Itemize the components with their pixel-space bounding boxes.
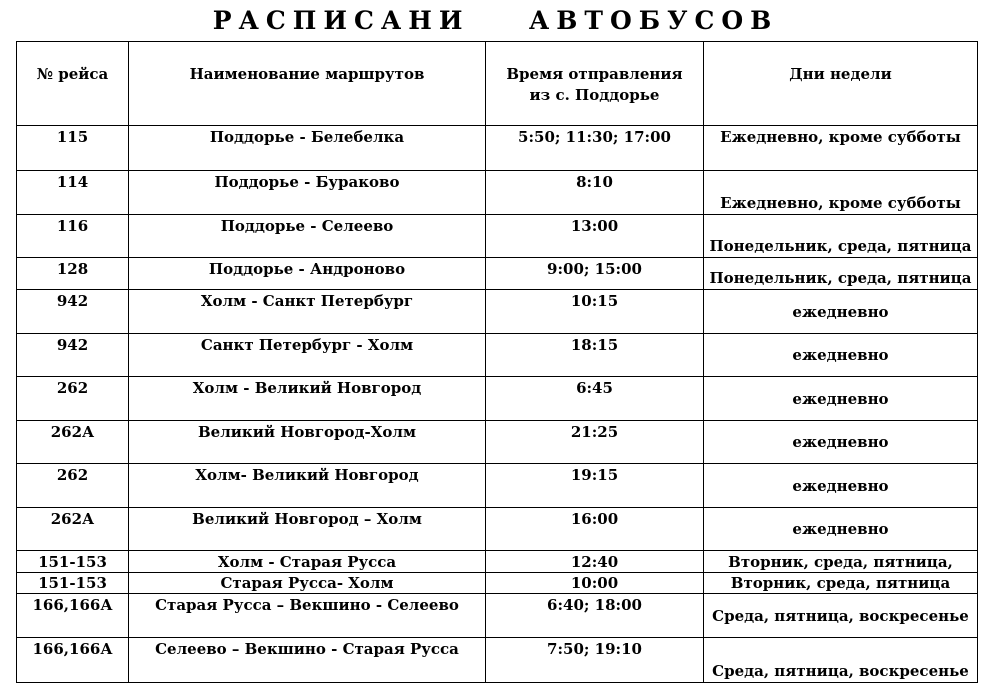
departure-time: 7:50; 19:10: [486, 638, 704, 683]
route-name: Поддорье - Андроново: [129, 258, 486, 290]
table-row: [17, 334, 978, 377]
departure-time: 8:10: [486, 171, 704, 215]
days-of-week: ежедневно: [704, 290, 978, 334]
page-title: РАСПИСАНИ АВТОБУСОВ: [212, 6, 779, 35]
table-row: [17, 290, 978, 334]
days-of-week: ежедневно: [704, 508, 978, 551]
header-departure-line1: Время отправления: [506, 65, 683, 83]
departure-time: 10:00: [486, 573, 704, 594]
header-departure-line2: из с. Поддорье: [529, 86, 660, 104]
route-name: Санкт Петербург - Холм: [129, 334, 486, 377]
route-number: 166,166А: [17, 638, 129, 683]
days-of-week: Вторник, среда, пятница,: [704, 551, 978, 573]
header-departure-time: [486, 42, 704, 126]
table-row: [17, 377, 978, 421]
route-number: 128: [17, 258, 129, 290]
table-row: [17, 638, 978, 683]
days-of-week: ежедневно: [704, 334, 978, 377]
departure-time: 16:00: [486, 508, 704, 551]
route-name: Поддорье - Бураково: [129, 171, 486, 215]
header-route-number: № рейса: [17, 42, 129, 126]
route-number: 115: [17, 126, 129, 171]
table-row: [17, 126, 978, 171]
route-name: Великий Новгород-Холм: [129, 421, 486, 464]
departure-time: 18:15: [486, 334, 704, 377]
days-of-week: Понедельник, среда, пятница: [704, 258, 978, 290]
header-days: Дни недели: [704, 42, 978, 126]
route-name: Холм - Великий Новгород: [129, 377, 486, 421]
route-name: Старая Русса – Векшино - Селеево: [129, 594, 486, 638]
departure-time: 19:15: [486, 464, 704, 508]
route-number: 166,166А: [17, 594, 129, 638]
table-row: [17, 215, 978, 258]
route-number: 942: [17, 334, 129, 377]
departure-time: 6:45: [486, 377, 704, 421]
departure-time: 6:40; 18:00: [486, 594, 704, 638]
departure-time: 5:50; 11:30; 17:00: [486, 126, 704, 171]
route-name: Поддорье - Селеево: [129, 215, 486, 258]
route-name: Великий Новгород – Холм: [129, 508, 486, 551]
route-number: 942: [17, 290, 129, 334]
days-of-week: Среда, пятница, воскресенье: [704, 594, 978, 638]
table-row: [17, 573, 978, 594]
days-of-week: Среда, пятница, воскресенье: [704, 638, 978, 683]
table-row: [17, 258, 978, 290]
route-name: Холм- Великий Новгород: [129, 464, 486, 508]
departure-time: 13:00: [486, 215, 704, 258]
route-number: 262: [17, 377, 129, 421]
days-of-week: ежедневно: [704, 421, 978, 464]
table-row: [17, 551, 978, 573]
departure-time: 12:40: [486, 551, 704, 573]
route-name: Селеево – Векшино - Старая Русса: [129, 638, 486, 683]
route-number: 151-153: [17, 573, 129, 594]
days-of-week: Понедельник, среда, пятница: [704, 215, 978, 258]
route-name: Холм - Старая Русса: [129, 551, 486, 573]
table-row: [17, 421, 978, 464]
table-row: [17, 508, 978, 551]
route-number: 114: [17, 171, 129, 215]
route-name: Поддорье - Белебелка: [129, 126, 486, 171]
departure-time: 21:25: [486, 421, 704, 464]
route-number: 151-153: [17, 551, 129, 573]
departure-time: 9:00; 15:00: [486, 258, 704, 290]
header-route-name: Наименование маршрутов: [129, 42, 486, 126]
days-of-week: ежедневно: [704, 464, 978, 508]
days-of-week: Ежедневно, кроме субботы: [704, 126, 978, 171]
route-number: 262А: [17, 508, 129, 551]
table-header-row: [17, 42, 978, 126]
route-number: 262А: [17, 421, 129, 464]
days-of-week: Ежедневно, кроме субботы: [704, 171, 978, 215]
table-row: [17, 594, 978, 638]
bus-schedule-table: [16, 41, 978, 683]
route-name: Старая Русса- Холм: [129, 573, 486, 594]
table-row: [17, 464, 978, 508]
table-row: [17, 171, 978, 215]
route-number: 116: [17, 215, 129, 258]
route-number: 262: [17, 464, 129, 508]
days-of-week: Вторник, среда, пятница: [704, 573, 978, 594]
route-name: Холм - Санкт Петербург: [129, 290, 486, 334]
departure-time: 10:15: [486, 290, 704, 334]
days-of-week: ежедневно: [704, 377, 978, 421]
